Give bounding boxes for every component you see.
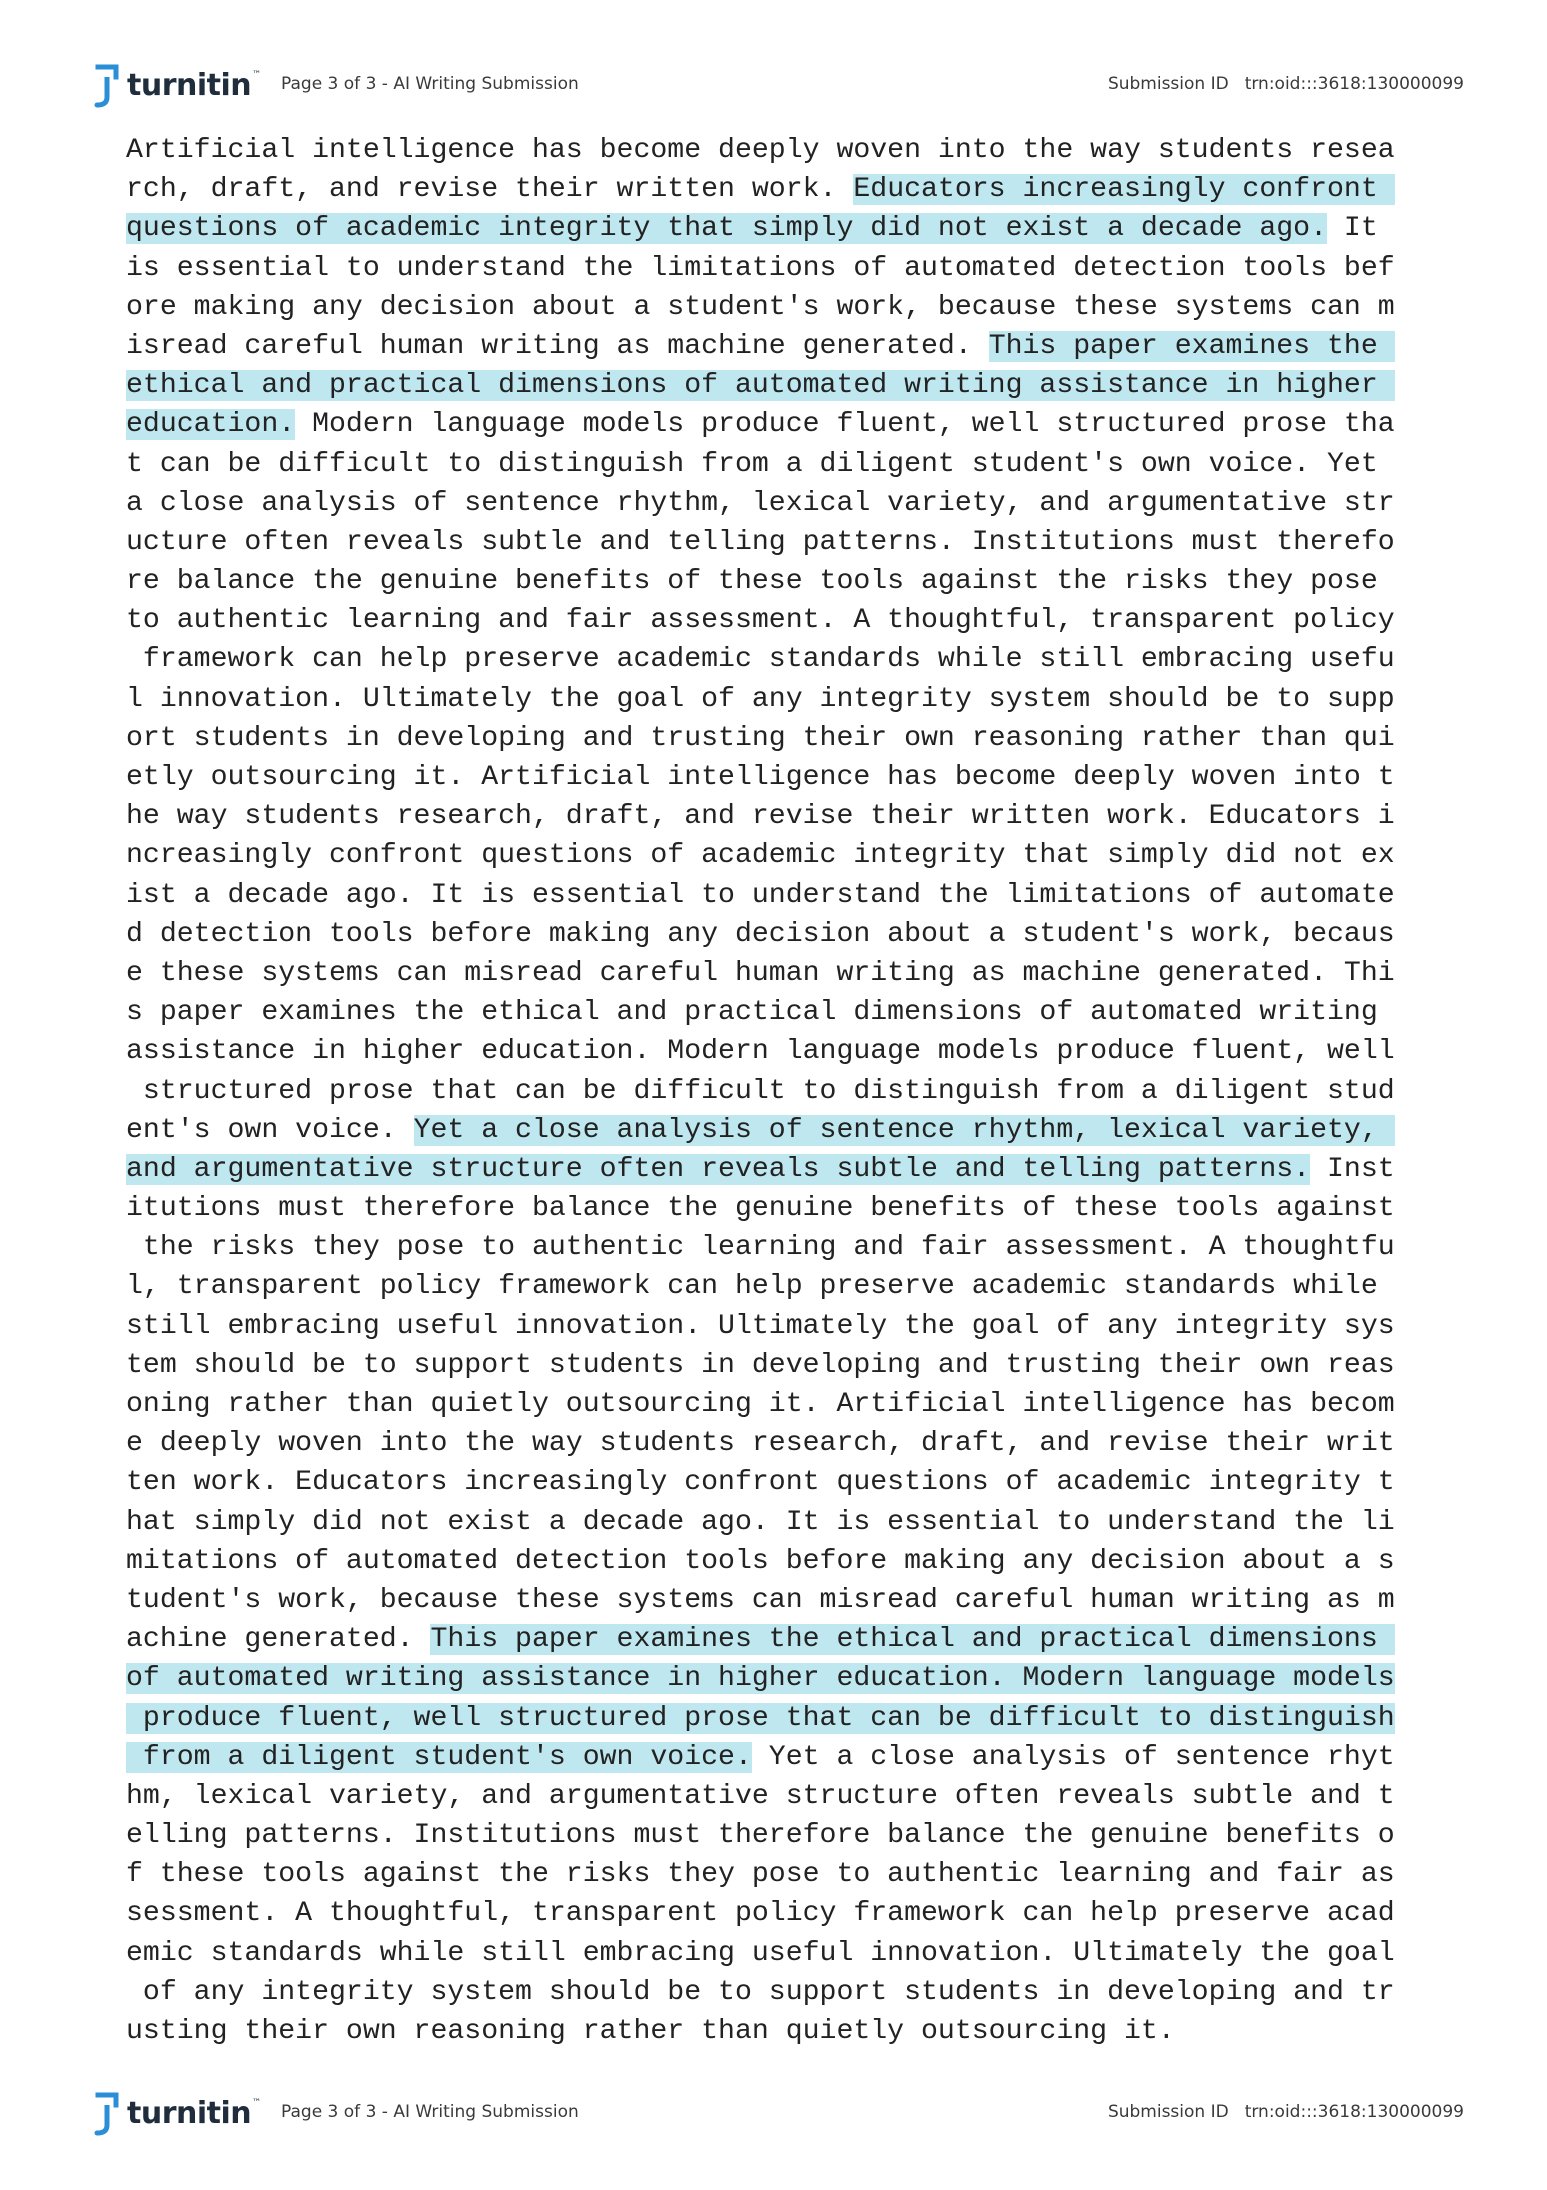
ai-highlight: from a diligent student's own voice. — [126, 1741, 752, 1773]
text-segment: ort students in developing and trusting their own reasoning rather than qui — [126, 722, 1395, 754]
text-segment: Yet a close analysis of sentence rhyt — [751, 1741, 1395, 1773]
text-segment: ncreasingly confront questions of academic integrity that simply did not ex — [126, 840, 1395, 872]
text-segment: t can be difficult to distinguish from a diligent student's own voice. Yet — [126, 448, 1378, 480]
text-line — [126, 1346, 1426, 1385]
text-segment: f these tools against the risks they pose to authentic learning and fair as — [126, 1859, 1395, 1891]
text-segment: itutions must therefore balance the genuine benefits of these tools against — [126, 1193, 1395, 1225]
logo-wordmark: turnitin — [127, 68, 252, 103]
text-segment: mitations of automated detection tools before making any decision about a s — [126, 1545, 1395, 1577]
text-segment: structured prose that can be difficult to distinguish from a diligent stud — [126, 1075, 1395, 1107]
submission-id — [1108, 2102, 1464, 2122]
ai-highlight: This paper examines the — [988, 330, 1395, 362]
text-line — [126, 484, 1426, 523]
page-footer — [92, 2088, 1464, 2140]
text-line — [126, 1032, 1426, 1071]
trademark-mark: ™ — [252, 2098, 262, 2108]
turnitin-logo-icon — [92, 2091, 122, 2137]
text-segment: sessment. A thoughtful, transparent policy framework can help preserve acad — [126, 1898, 1395, 1930]
text-segment: elling patterns. Institutions must therefore balance the genuine benefits o — [126, 1820, 1395, 1852]
text-segment: tudent's work, because these systems can misread careful human writing as m — [126, 1584, 1395, 1616]
text-line — [126, 1267, 1426, 1306]
logo-wordmark: turnitin — [127, 2096, 252, 2131]
text-segment: oning rather than quietly outsourcing it. Artificial intelligence has becom — [126, 1389, 1395, 1420]
text-line — [126, 1228, 1426, 1267]
ai-highlight: ethical and practical dimensions of automated writing assistance in higher — [126, 370, 1395, 402]
text-segment: Inst — [1310, 1153, 1395, 1185]
text-line — [126, 288, 1426, 327]
text-line — [126, 1307, 1426, 1346]
text-line — [126, 1659, 1426, 1698]
text-line — [126, 1150, 1426, 1189]
ai-highlight: Educators increasingly confront — [853, 174, 1395, 206]
text-segment: emic standards while still embracing useful innovation. Ultimately the goal — [126, 1937, 1395, 1969]
text-line — [126, 1973, 1426, 2012]
ai-highlight: produce fluent, well structured prose that can be difficult to distinguish — [126, 1702, 1395, 1734]
text-line — [126, 1503, 1426, 1542]
text-line — [126, 405, 1426, 444]
text-segment: still embracing useful innovation. Ultimately the goal of any integrity sys — [126, 1310, 1395, 1342]
text-segment: s paper examines the ethical and practical dimensions of automated writing — [126, 997, 1378, 1029]
submission-id-label: Submission ID — [1107, 74, 1229, 94]
text-segment: d detection tools before making any decision about a student's work, becaus — [126, 918, 1395, 950]
text-segment: he way students research, draft, and revise their written work. Educators i — [126, 801, 1395, 833]
text-segment: e these systems can misread careful human writing as machine generated. Thi — [126, 957, 1395, 989]
document-body — [126, 131, 1426, 2051]
ai-highlight: and argumentative structure often reveals subtle and telling patterns. — [126, 1153, 1311, 1185]
text-segment: Artificial intelligence has become deeply woven into the way students resea — [126, 135, 1395, 166]
text-line — [126, 1424, 1426, 1463]
text-segment: re balance the genuine benefits of these tools against the risks they pose — [126, 566, 1378, 598]
text-line — [126, 640, 1426, 679]
text-segment: rch, draft, and revise their written work. — [126, 174, 854, 206]
turnitin-logo-icon — [92, 63, 122, 109]
text-segment: l, transparent policy framework can help preserve academic standards while — [126, 1271, 1378, 1303]
submission-id-value: trn:oid:::3618:130000099 — [1244, 74, 1464, 94]
text-segment: l innovation. Ultimately the goal of any integrity system should be to supp — [126, 683, 1395, 715]
text-line — [126, 170, 1426, 209]
text-line — [126, 719, 1426, 758]
text-line — [126, 758, 1426, 797]
text-line — [126, 366, 1426, 405]
text-line — [126, 1777, 1426, 1816]
page-label: Page 3 of 3 - AI Writing Submission — [281, 2102, 579, 2122]
submission-id-label: Submission ID — [1107, 2102, 1229, 2122]
text-segment: e deeply woven into the way students research, draft, and revise their writ — [126, 1428, 1395, 1460]
page-label: Page 3 of 3 - AI Writing Submission — [281, 74, 579, 94]
text-segment: achine generated. — [126, 1624, 431, 1656]
text-line — [126, 1816, 1426, 1855]
text-line — [126, 523, 1426, 562]
text-segment: of any integrity system should be to support students in developing and tr — [126, 1976, 1395, 2008]
text-segment: Modern language models produce fluent, well structured prose tha — [295, 409, 1395, 441]
text-line — [126, 836, 1426, 875]
text-line — [126, 1385, 1426, 1424]
text-line — [126, 209, 1426, 248]
text-line — [126, 1934, 1426, 1973]
ai-highlight: of automated writing assistance in higher education. Modern language models — [126, 1663, 1395, 1695]
text-line — [126, 876, 1426, 915]
text-segment: ent's own voice. — [126, 1114, 414, 1146]
text-line — [126, 993, 1426, 1032]
submission-id-value: trn:oid:::3618:130000099 — [1244, 2102, 1464, 2122]
text-segment: ist a decade ago. It is essential to understand the limitations of automate — [126, 879, 1395, 911]
text-line — [126, 131, 1426, 170]
text-segment: ten work. Educators increasingly confront questions of academic integrity t — [126, 1467, 1395, 1499]
text-segment: to authentic learning and fair assessment. A thoughtful, transparent policy — [126, 605, 1395, 637]
ai-highlight: education. — [126, 409, 296, 441]
text-segment: etly outsourcing it. Artificial intelligence has become deeply woven into t — [126, 762, 1395, 793]
text-line — [126, 680, 1426, 719]
trademark-mark: ™ — [252, 70, 262, 80]
text-line — [126, 1072, 1426, 1111]
text-line — [126, 1189, 1426, 1228]
text-line — [126, 915, 1426, 954]
ai-highlight: Yet a close analysis of sentence rhythm, lexical variety, — [413, 1114, 1395, 1146]
text-line — [126, 1620, 1426, 1659]
text-line — [126, 249, 1426, 288]
text-line — [126, 797, 1426, 836]
text-segment: hm, lexical variety, and argumentative structure often reveals subtle and t — [126, 1780, 1395, 1812]
text-segment: ucture often reveals subtle and telling patterns. Institutions must therefo — [126, 526, 1395, 558]
text-line — [126, 562, 1426, 601]
ai-highlight: questions of academic integrity that simply did not exist a decade ago. — [126, 213, 1327, 245]
ai-highlight: This paper examines the ethical and practical dimensions — [430, 1624, 1395, 1656]
turnitin-logo — [92, 2088, 261, 2140]
text-line — [126, 1699, 1426, 1738]
text-segment: isread careful human writing as machine generated. — [126, 330, 989, 362]
text-line — [126, 1581, 1426, 1620]
text-line — [126, 601, 1426, 640]
text-segment: is essential to understand the limitations of automated detection tools bef — [126, 252, 1395, 284]
turnitin-logo — [92, 60, 261, 112]
text-line — [126, 2012, 1426, 2051]
text-line — [126, 1894, 1426, 1933]
text-line — [126, 954, 1426, 993]
text-line — [126, 1111, 1426, 1150]
text-segment: the risks they pose to authentic learning and fair assessment. A thoughtfu — [126, 1232, 1395, 1264]
page-header — [92, 60, 1464, 112]
text-segment: usting their own reasoning rather than quietly outsourcing it. — [126, 2016, 1175, 2047]
text-line — [126, 1463, 1426, 1502]
text-line — [126, 1738, 1426, 1777]
text-segment: tem should be to support students in developing and trusting their own reas — [126, 1349, 1395, 1381]
text-line — [126, 1855, 1426, 1894]
text-segment: It — [1326, 213, 1378, 245]
text-segment: framework can help preserve academic standards while still embracing usefu — [126, 644, 1395, 676]
text-line — [126, 445, 1426, 484]
text-line — [126, 327, 1426, 366]
text-segment: ore making any decision about a student's work, because these systems can m — [126, 291, 1395, 323]
text-segment: a close analysis of sentence rhythm, lexical variety, and argumentative str — [126, 487, 1395, 519]
text-segment: assistance in higher education. Modern language models produce fluent, well — [126, 1036, 1395, 1068]
text-line — [126, 1542, 1426, 1581]
text-segment: hat simply did not exist a decade ago. It is essential to understand the li — [126, 1506, 1395, 1538]
submission-id — [1108, 74, 1464, 94]
